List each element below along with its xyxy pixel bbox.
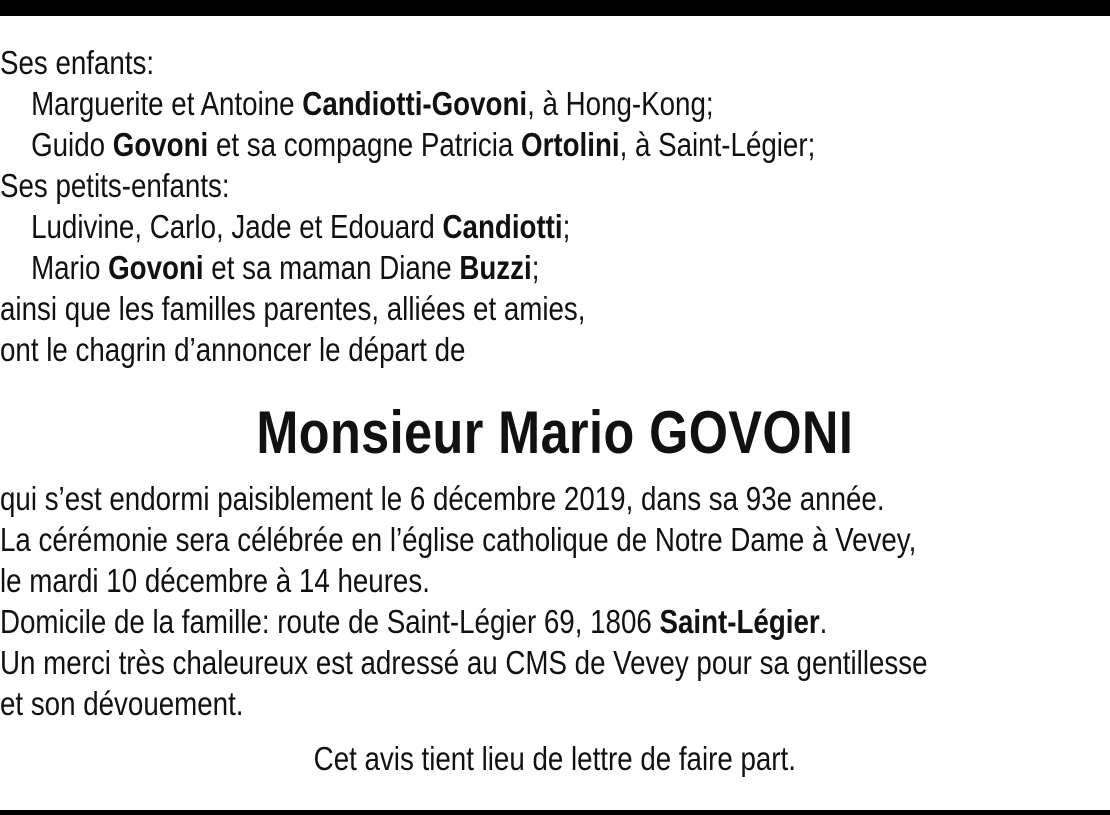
grandchild-line-1: Ludivine, Carlo, Jade et Edouard Candiotti; <box>31 208 571 245</box>
obituary-notice <box>0 42 1110 779</box>
details-line-1: qui s’est endormi paisiblement le 6 décembre 2019, dans sa 93e année. <box>0 480 885 517</box>
grandchildren-heading: Ses petits-enfants: <box>0 167 230 204</box>
thanks-line-2: et son dévouement. <box>0 685 244 722</box>
bottom-rule <box>0 810 1110 815</box>
details-line-3: le mardi 10 décembre à 14 heures. <box>0 562 430 599</box>
thanks-line-1: Un merci très chaleureux est adressé au CMS de Vevey pour sa gentillesse <box>0 644 928 681</box>
family-name: Ortolini <box>521 126 620 163</box>
relatives-line: ainsi que les familles parentes, alliées et amies, <box>0 290 586 327</box>
child-line-2: Guido Govoni et sa compagne Patricia Ortolini, à Saint-Légier; <box>31 126 816 163</box>
deceased-name-title: Monsieur Mario GOVONI <box>256 399 854 466</box>
family-name: Buzzi <box>459 249 532 286</box>
family-name: Candiotti-Govoni <box>302 85 528 122</box>
children-heading: Ses enfants: <box>0 44 155 81</box>
family-name: Govoni <box>112 126 209 163</box>
top-rule <box>0 0 1110 16</box>
family-name: Govoni <box>108 249 204 286</box>
domicile-line: Domicile de la famille: route de Saint-Légier 69, 1806 Saint-Légier. <box>0 603 828 640</box>
family-name: Candiotti <box>442 208 563 245</box>
grandchild-line-2: Mario Govoni et sa maman Diane Buzzi; <box>31 249 540 286</box>
child-line-1: Marguerite et Antoine Candiotti-Govoni, à Hong-Kong; <box>31 85 714 122</box>
family-name: Saint-Légier <box>659 603 820 640</box>
details-line-2: La cérémonie sera célébrée en l’église catholique de Notre Dame à Vevey, <box>0 521 917 558</box>
announce-line: ont le chagrin d’annoncer le départ de <box>0 331 466 368</box>
closing-line: Cet avis tient lieu de lettre de faire part. <box>313 740 796 777</box>
